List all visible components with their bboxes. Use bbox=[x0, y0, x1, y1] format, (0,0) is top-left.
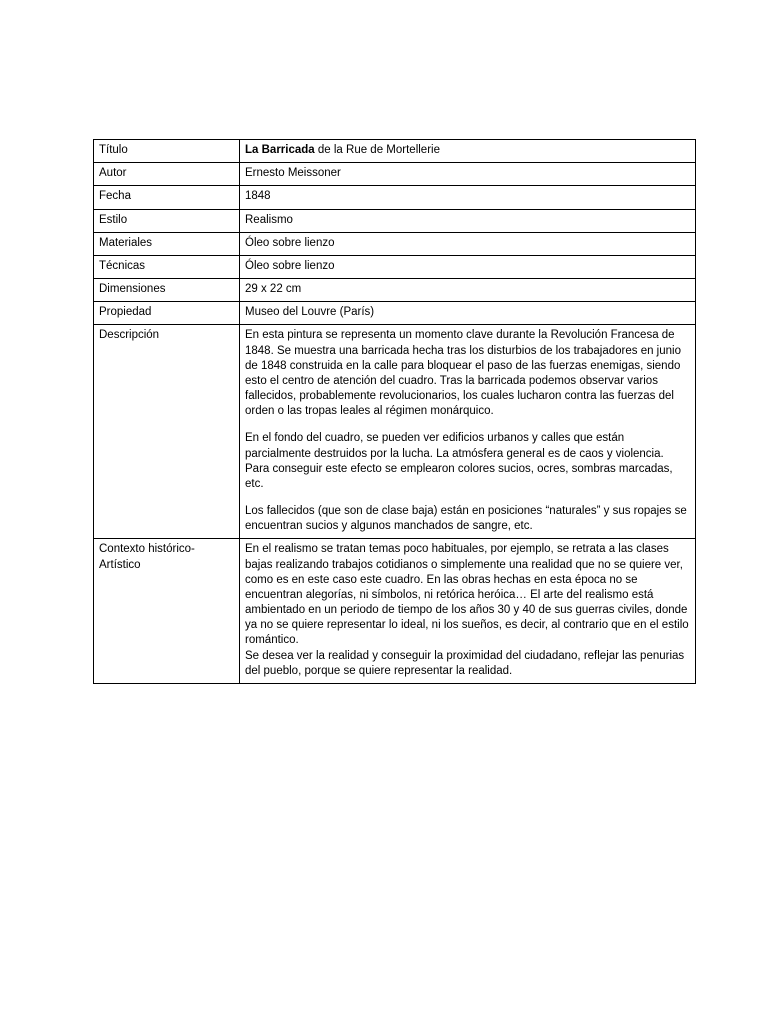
table-row bbox=[94, 209, 696, 232]
row-label-autor: Autor bbox=[94, 163, 240, 186]
row-label-materiales: Materiales bbox=[94, 232, 240, 255]
table-row-descripcion bbox=[94, 325, 696, 539]
table-row bbox=[94, 279, 696, 302]
row-label-fecha: Fecha bbox=[94, 186, 240, 209]
row-value-descripcion bbox=[240, 325, 696, 539]
context-paragraph-1: En el realismo se tratan temas poco habituales, por ejemplo, se retrata a las clases bajas realizando trabajos cotidianos o simplemente una realidad que no se quiere ver, como es en este caso este cuadro. En las obras hechas en esta época no se encuentran alegorías, ni símbolos, ni retórica heróica… El arte del realismo está ambientado en un periodo de tiempo de los años 30 y 40 de sus guerras civiles, donde ya no se quiere representar lo ideal, ni los sueños, es decir, al contrario que en el estilo romántico. bbox=[245, 543, 689, 647]
description-paragraph-2: En el fondo del cuadro, se pueden ver edificios urbanos y calles que están parcialmente destruidos por la lucha. La atmósfera general es de caos y violencia. Para conseguir este efecto se emplearon colores sucios, ocres, sombras marcadas, etc. bbox=[245, 432, 673, 490]
table-row bbox=[94, 302, 696, 325]
context-paragraph-2: Se desea ver la realidad y conseguir la proximidad del ciudadano, reflejar las penurias del pueblo, porque se quiere representar la realidad. bbox=[245, 649, 685, 677]
artwork-title-strong: La Barricada bbox=[245, 144, 315, 156]
row-label-propiedad: Propiedad bbox=[94, 302, 240, 325]
row-value-contexto bbox=[240, 539, 696, 684]
contexto-label-line1: Contexto histórico- bbox=[99, 543, 195, 556]
row-value-autor: Ernesto Meissoner bbox=[240, 163, 696, 186]
table-row-contexto bbox=[94, 539, 696, 684]
contexto-label-line2: Artístico bbox=[99, 558, 141, 571]
row-value-fecha: 1848 bbox=[240, 186, 696, 209]
row-label-descripcion: Descripción bbox=[94, 325, 240, 539]
table-row bbox=[94, 232, 696, 255]
artwork-title-rest: de la Rue de Mortellerie bbox=[314, 144, 440, 156]
table-row bbox=[94, 186, 696, 209]
row-value-tecnicas: Óleo sobre lienzo bbox=[240, 255, 696, 278]
row-value-materiales: Óleo sobre lienzo bbox=[240, 232, 696, 255]
table-row bbox=[94, 163, 696, 186]
description-paragraph-1: En esta pintura se representa un momento clave durante la Revolución Francesa de 1848. Se muestra una barricada hecha tras los disturbios de los trabajadores en junio de 1848 construida en la calle para bloquear el paso de las fuerzas enemigas, siendo esto el centro de atención del cuadro. Tras la barricada podemos observar varios fallecidos, probablemente revolucionarios, los cuales lucharon contra las fuerzas del orden o las tropas leales al régimen monárquico. bbox=[245, 329, 681, 418]
row-label-tecnicas: Técnicas bbox=[94, 255, 240, 278]
table-row bbox=[94, 255, 696, 278]
row-value-propiedad: Museo del Louvre (París) bbox=[240, 302, 696, 325]
row-value-dimensiones: 29 x 22 cm bbox=[240, 279, 696, 302]
row-value-estilo: Realismo bbox=[240, 209, 696, 232]
row-label-titulo: Título bbox=[94, 140, 240, 163]
row-value-titulo bbox=[240, 140, 696, 163]
row-label-dimensiones: Dimensiones bbox=[94, 279, 240, 302]
row-label-contexto bbox=[94, 539, 240, 684]
row-label-estilo: Estilo bbox=[94, 209, 240, 232]
table-row bbox=[94, 140, 696, 163]
description-paragraph-3: Los fallecidos (que son de clase baja) están en posiciones “naturales” y sus ropajes se encuentran sucios y algunos manchados de sangre, etc. bbox=[245, 505, 687, 533]
artwork-info-table bbox=[93, 139, 696, 684]
